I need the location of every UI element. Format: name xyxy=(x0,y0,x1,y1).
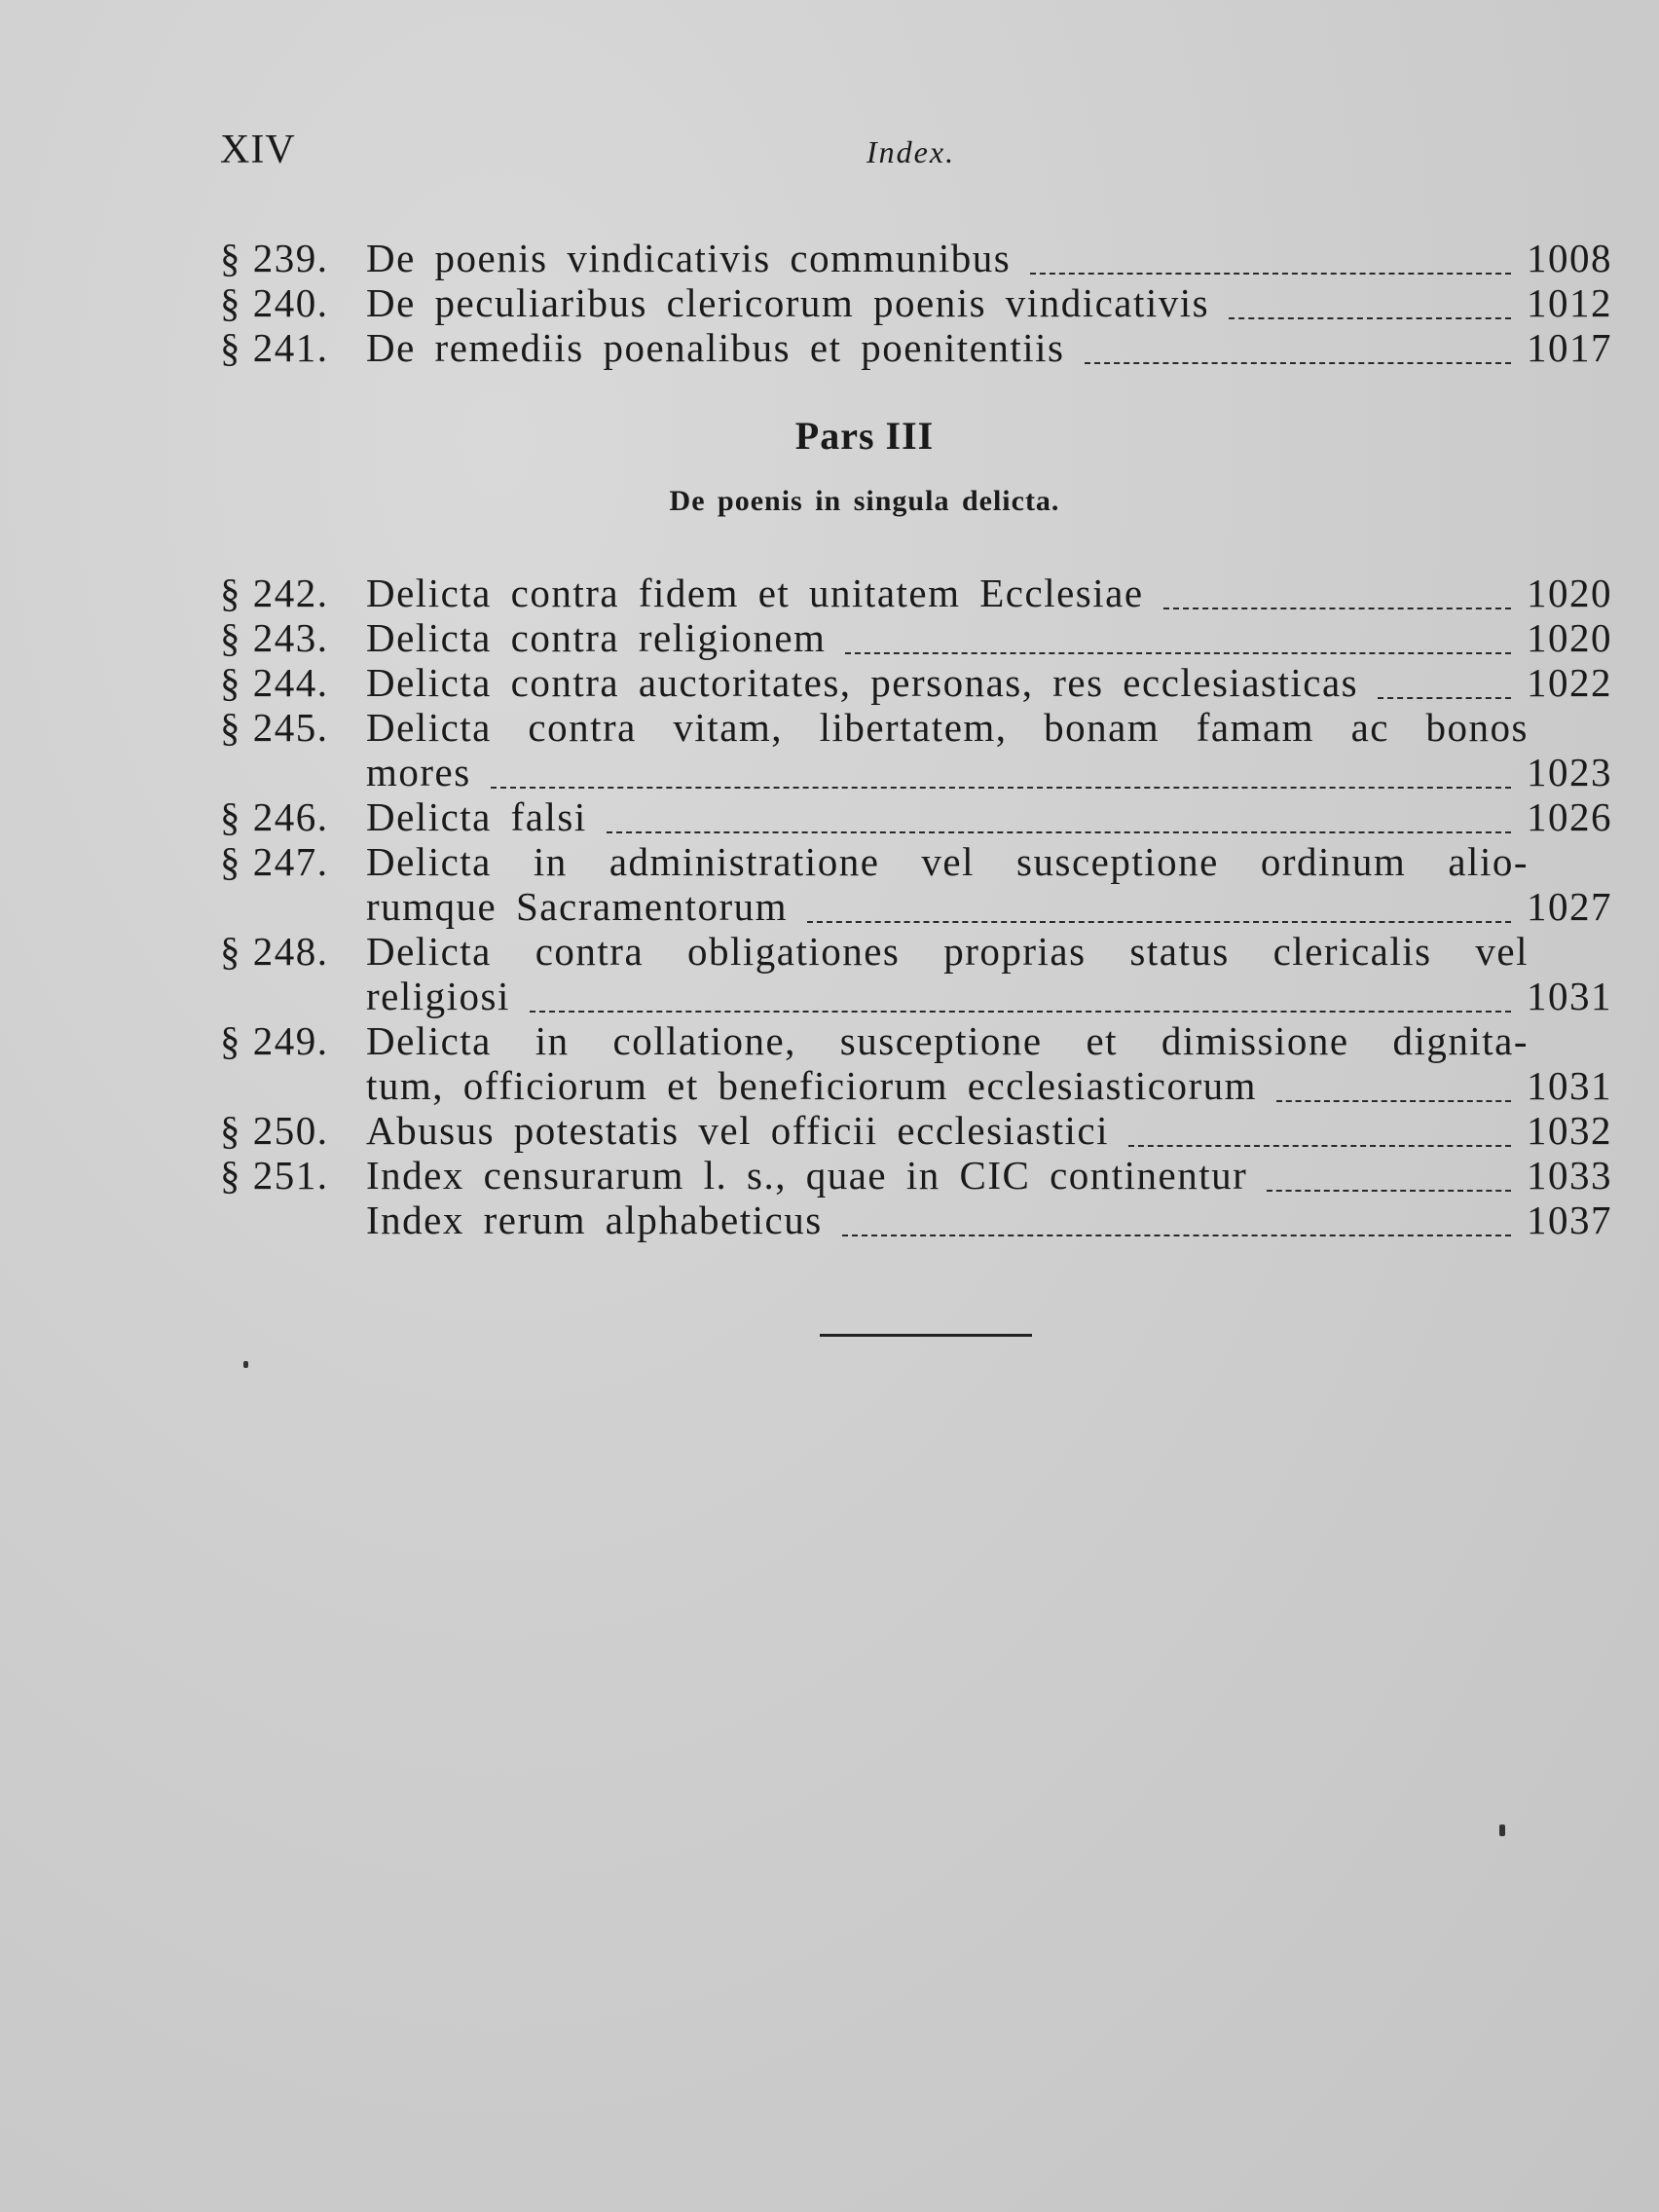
paper-speck xyxy=(243,1361,248,1368)
dot-leaders xyxy=(1276,1092,1511,1102)
page-reference: 1012 xyxy=(1527,280,1612,325)
page-reference: 1020 xyxy=(1527,571,1612,615)
entry-title-line: mores xyxy=(366,750,471,794)
toc-entry xyxy=(220,1018,1612,1108)
entry-title-line: De poenis vindicativis communibus xyxy=(366,236,1012,280)
page-reference: 1020 xyxy=(1527,615,1612,660)
page-number: XIV xyxy=(220,128,296,172)
toc-part-2-end xyxy=(220,236,1612,370)
toc-entry xyxy=(220,929,1612,1018)
dot-leaders xyxy=(1163,600,1511,609)
paper-speck xyxy=(1499,1825,1505,1836)
entry-title-line: De peculiaribus clericorum poenis vindicativis xyxy=(366,280,1210,325)
toc-part-3 xyxy=(220,571,1612,1242)
dot-leaders xyxy=(845,645,1511,654)
toc-entry xyxy=(220,705,1612,794)
dot-leaders xyxy=(607,824,1511,833)
toc-entry xyxy=(220,325,1612,370)
page-reference: 1027 xyxy=(1527,884,1612,929)
toc-entry xyxy=(220,794,1612,839)
entry-title-line: Delicta contra auctoritates, personas, res ecclesiasticas xyxy=(366,660,1359,705)
entry-title-line: religiosi xyxy=(366,974,510,1018)
section-number: § 251. xyxy=(220,1153,329,1198)
section-number: § 239. xyxy=(220,236,329,280)
page-reference: 1032 xyxy=(1527,1108,1612,1153)
page-reference: 1008 xyxy=(1527,236,1612,280)
toc-entry xyxy=(220,280,1612,325)
section-number: § 248. xyxy=(220,929,329,974)
entry-title-line: Abusus potestatis vel officii ecclesiastici xyxy=(366,1108,1109,1153)
entry-title-line: De remediis poenalibus et poenitentiis xyxy=(366,325,1065,370)
dot-leaders xyxy=(807,913,1511,923)
entry-title-line: Index censurarum l. s., quae in CIC continentur xyxy=(366,1153,1248,1198)
dot-leaders xyxy=(1378,689,1511,699)
section-number: § 247. xyxy=(220,839,329,884)
running-title: Index. xyxy=(866,134,956,169)
entry-title-line: Index rerum alphabeticus xyxy=(366,1198,823,1242)
part-subheading: De poenis in singula delicta. xyxy=(669,485,1060,517)
dot-leaders xyxy=(1128,1137,1511,1147)
entry-title-line: Delicta contra religionem xyxy=(366,615,827,660)
section-number: § 246. xyxy=(220,794,329,839)
page-reference: 1022 xyxy=(1527,660,1612,705)
page-reference: 1031 xyxy=(1527,1063,1612,1108)
entry-title-line: Delicta contra vitam, libertatem, bonam famam ac bonos xyxy=(366,705,1529,750)
section-number: § 243. xyxy=(220,615,329,660)
dot-leaders xyxy=(491,779,1511,789)
toc-entry xyxy=(220,1108,1612,1153)
dot-leaders xyxy=(530,1003,1511,1013)
section-number: § 240. xyxy=(220,280,329,325)
page-reference: 1017 xyxy=(1527,325,1612,370)
page-reference: 1023 xyxy=(1527,750,1612,794)
entry-title-line: tum, officiorum et beneficiorum ecclesiasticorum xyxy=(366,1063,1257,1108)
end-rule xyxy=(820,1334,1032,1337)
toc-entry xyxy=(220,1198,1612,1242)
running-head xyxy=(220,127,1622,185)
page-reference: 1026 xyxy=(1527,794,1612,839)
section-number: § 249. xyxy=(220,1018,329,1063)
entry-title-line: Delicta falsi xyxy=(366,794,587,839)
page-reference: 1037 xyxy=(1527,1198,1612,1242)
dot-leaders xyxy=(1030,265,1511,275)
toc-entry xyxy=(220,571,1612,615)
toc-entry xyxy=(220,839,1612,929)
toc-entry xyxy=(220,615,1612,660)
section-number: § 242. xyxy=(220,571,329,615)
entry-title-line: Delicta contra obligationes proprias status clericalis vel xyxy=(366,929,1529,974)
page-reference: 1031 xyxy=(1527,974,1612,1018)
toc-entry xyxy=(220,660,1612,705)
section-number: § 244. xyxy=(220,660,329,705)
entry-title-line: Delicta in administratione vel susceptione ordinum alio- xyxy=(366,839,1529,884)
part-heading: Pars III xyxy=(794,414,935,458)
dot-leaders xyxy=(1229,310,1511,319)
dot-leaders xyxy=(842,1227,1511,1236)
entry-title-line: Delicta contra fidem et unitatem Ecclesiae xyxy=(366,571,1144,615)
entry-title-line: rumque Sacramentorum xyxy=(366,884,789,929)
dot-leaders xyxy=(1085,354,1511,364)
entry-title-line: Delicta in collatione, susceptione et dimissione dignita- xyxy=(366,1018,1529,1063)
page-reference: 1033 xyxy=(1527,1153,1612,1198)
section-number: § 241. xyxy=(220,325,329,370)
section-number: § 250. xyxy=(220,1108,329,1153)
toc-entry xyxy=(220,1153,1612,1198)
section-number: § 245. xyxy=(220,705,329,750)
dot-leaders xyxy=(1267,1182,1511,1192)
toc-entry xyxy=(220,236,1612,280)
